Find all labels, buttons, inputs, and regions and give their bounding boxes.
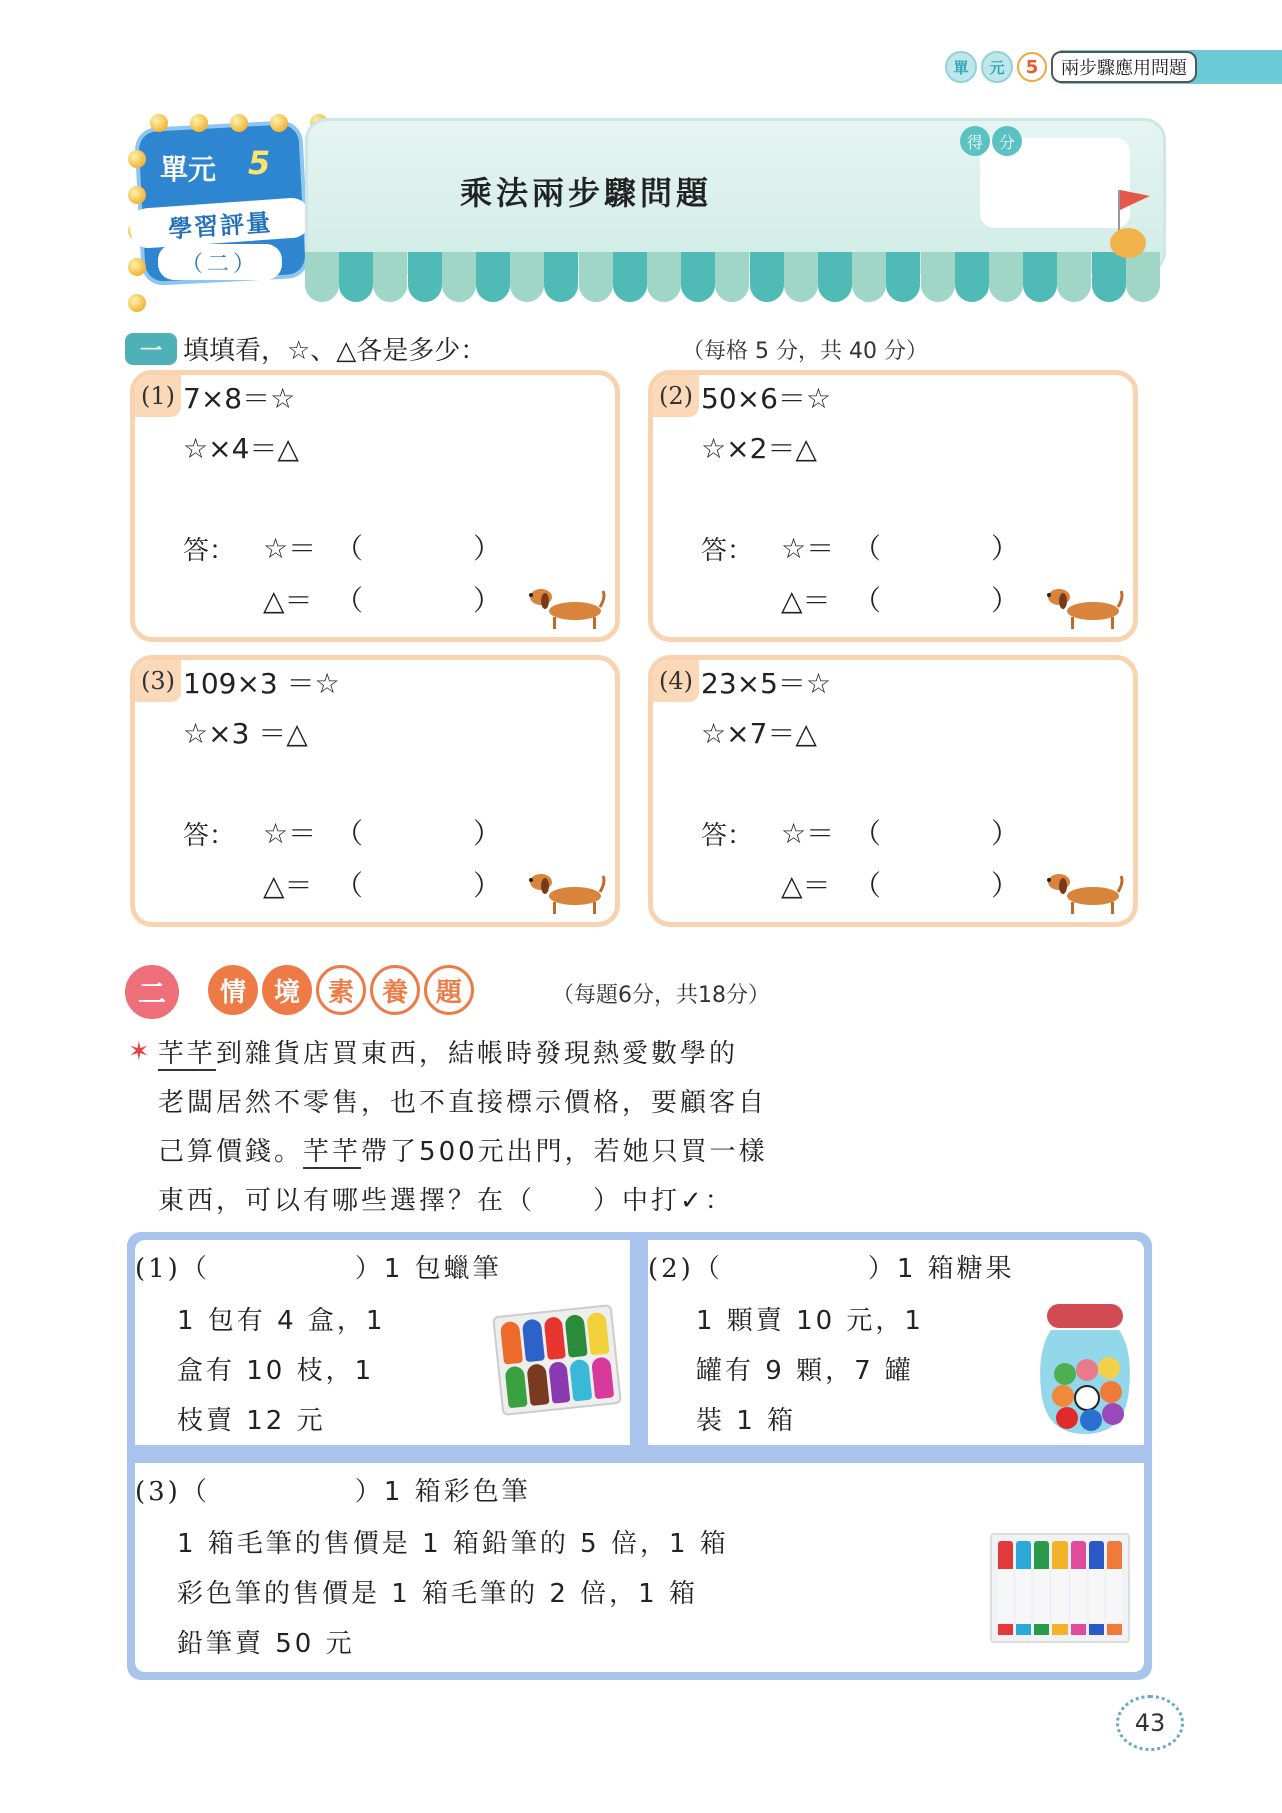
story-post: 帶了500元出門，若她只買一樣 xyxy=(361,1137,768,1167)
equation-1: 50×6＝☆ xyxy=(701,382,832,415)
unit-header-tab xyxy=(945,52,1197,82)
option-heading xyxy=(135,1248,502,1285)
answer-label: 答： xyxy=(701,821,754,851)
option-detail: 1 包有 4 盒，1 xyxy=(177,1306,386,1336)
option-answer-paren[interactable]: （ ） xyxy=(180,1477,384,1507)
badge-subtitle: 學習評量 xyxy=(129,197,311,249)
equation-2: ☆×4＝△ xyxy=(183,432,299,465)
crayon-icon xyxy=(569,1358,592,1401)
equation-1: 7×8＝☆ xyxy=(183,382,296,415)
option-answer-paren[interactable]: （ ） xyxy=(693,1254,897,1284)
answer-label: 答： xyxy=(701,536,754,566)
story-line xyxy=(158,1079,1158,1128)
story-post: 到雜貨店買東西，結帳時發現熱愛數學的 xyxy=(216,1039,739,1069)
star-answer-open: （ xyxy=(335,532,364,565)
awning-stripe xyxy=(681,252,715,302)
awning-stripe xyxy=(818,252,852,302)
triangle-answer-field[interactable] xyxy=(371,583,471,617)
badge-part: （二） xyxy=(158,244,282,280)
crayon-icon xyxy=(521,1319,544,1362)
starburst-icon: ✶ xyxy=(128,1037,150,1067)
star-equals: ☆＝ xyxy=(781,817,835,850)
markers-image xyxy=(990,1533,1130,1643)
story-line xyxy=(158,1030,1158,1079)
candy-jar-image xyxy=(1033,1300,1137,1440)
equation-2: ☆×7＝△ xyxy=(701,717,817,750)
triangle-answer-close: ） xyxy=(991,869,1020,902)
awning-stripe xyxy=(750,252,784,302)
bulb-icon xyxy=(128,186,146,204)
marker-icon xyxy=(1034,1541,1049,1635)
dachshund-icon xyxy=(1045,862,1125,916)
awning-stripe xyxy=(476,252,510,302)
star-answer-close: ） xyxy=(991,532,1020,565)
option-item: 1 箱彩色筆 xyxy=(383,1477,531,1507)
equation-2: ☆×2＝△ xyxy=(701,432,817,465)
crayon-box-image xyxy=(492,1304,622,1416)
star-answer-field[interactable] xyxy=(371,531,471,565)
candy-icon xyxy=(1054,1363,1076,1385)
star-answer-field[interactable] xyxy=(371,816,471,850)
awning-stripe xyxy=(510,252,544,302)
bulb-icon xyxy=(270,114,288,132)
triangle-answer-open: （ xyxy=(335,584,364,617)
bulb-icon xyxy=(128,258,146,276)
awning-stripe xyxy=(442,252,476,302)
star-equals: ☆＝ xyxy=(263,532,317,565)
bulb-icon xyxy=(190,114,208,132)
score-label-char: 分 xyxy=(992,126,1022,156)
score-label xyxy=(960,126,1022,156)
option-card-2 xyxy=(648,1240,1144,1445)
section2-score-note: （每題6分，共18分） xyxy=(552,983,770,1008)
badge-bulbs-top xyxy=(150,114,328,132)
crayon-icon xyxy=(591,1356,614,1399)
star-answer-open: （ xyxy=(853,817,882,850)
crayon-icon xyxy=(526,1363,549,1406)
option-detail: 盒有 10 枝，1 xyxy=(177,1356,375,1386)
story-line xyxy=(158,1128,1158,1177)
awning-stripe xyxy=(339,252,373,302)
awning-stripe xyxy=(989,252,1023,302)
marker-icon xyxy=(1107,1541,1122,1635)
triangle-equals: △＝ xyxy=(781,584,831,617)
triangle-answer-field[interactable] xyxy=(889,583,989,617)
awning-stripe xyxy=(715,252,749,302)
question-number: (4) xyxy=(653,660,699,702)
star-answer-field[interactable] xyxy=(889,816,989,850)
story-post: 東西，可以有哪些選擇？在（ ）中打✓： xyxy=(158,1186,734,1216)
dachshund-icon xyxy=(1045,577,1125,631)
section2-title xyxy=(208,965,474,1015)
candy-icon xyxy=(1102,1403,1124,1425)
marker-icon xyxy=(1052,1541,1067,1635)
unit-prefix-2: 元 xyxy=(981,51,1013,83)
star-answer-field[interactable] xyxy=(889,531,989,565)
section2-title-char: 情 xyxy=(208,965,258,1015)
soccer-ball-icon xyxy=(1075,1386,1099,1410)
page-title: 乘法兩步驟問題 xyxy=(460,174,713,212)
unit-prefix-1: 單 xyxy=(945,51,977,83)
triangle-answer-close: ） xyxy=(473,869,502,902)
awning-stripe xyxy=(373,252,407,302)
awning-stripe xyxy=(1057,252,1091,302)
unit-number: 5 xyxy=(1017,52,1047,82)
bear-mascot-icon xyxy=(1110,228,1146,258)
section1-score-note: （每格 5 分，共 40 分） xyxy=(682,339,928,364)
story-post: 老闆居然不零售，也不直接標示價格，要顧客自 xyxy=(158,1088,768,1118)
question-card-1 xyxy=(130,370,620,642)
awning-stripe xyxy=(305,252,339,302)
crayon-icon xyxy=(548,1361,571,1404)
triangle-answer-close: ） xyxy=(991,584,1020,617)
star-equals: ☆＝ xyxy=(781,532,835,565)
awning xyxy=(305,252,1160,307)
awning-stripe xyxy=(408,252,442,302)
option-detail: 1 顆賣 10 元，1 xyxy=(696,1306,924,1336)
section2-badge: 二 xyxy=(125,965,179,1019)
awning-stripe xyxy=(852,252,886,302)
question-card-3 xyxy=(130,655,620,927)
awning-stripe xyxy=(613,252,647,302)
bulb-icon xyxy=(150,114,168,132)
option-card-3 xyxy=(135,1463,1144,1672)
story-name: 芊芊 xyxy=(158,1039,217,1069)
equation-2: ☆×3 ＝△ xyxy=(183,717,308,750)
section1-instruction: 填填看，☆、△各是多少： xyxy=(183,336,487,366)
crayon-icon xyxy=(500,1321,523,1364)
dachshund-icon xyxy=(527,577,607,631)
story-pre: 己算價錢。 xyxy=(158,1137,304,1167)
story-paragraph xyxy=(158,1030,1158,1226)
option-heading xyxy=(648,1248,1015,1285)
marker-icon xyxy=(998,1541,1013,1635)
option-detail: 1 箱毛筆的售價是 1 箱鉛筆的 5 倍，1 箱 xyxy=(177,1529,729,1559)
option-item: 1 箱糖果 xyxy=(896,1254,1015,1284)
story-name: 芊芊 xyxy=(303,1137,362,1167)
score-label-char: 得 xyxy=(960,126,990,156)
option-detail: 枝賣 12 元 xyxy=(177,1406,326,1436)
triangle-answer-open: （ xyxy=(335,869,364,902)
option-detail: 鉛筆賣 50 元 xyxy=(177,1629,355,1659)
badge-unit-number: 5 xyxy=(248,144,271,182)
crayon-icon xyxy=(587,1312,610,1355)
answer-label: 答： xyxy=(183,536,236,566)
triangle-answer-close: ） xyxy=(473,584,502,617)
section2-title-char: 題 xyxy=(424,965,474,1015)
star-answer-open: （ xyxy=(853,532,882,565)
equation-1: 109×3 ＝☆ xyxy=(183,667,340,700)
question-number: (3) xyxy=(135,660,181,702)
answer-label: 答： xyxy=(183,821,236,851)
awning-stripe xyxy=(1126,252,1160,302)
awning-stripe xyxy=(921,252,955,302)
star-answer-close: ） xyxy=(473,817,502,850)
star-answer-close: ） xyxy=(991,817,1020,850)
jar-lid xyxy=(1047,1304,1123,1328)
dachshund-icon xyxy=(527,862,607,916)
question-card-2 xyxy=(648,370,1138,642)
option-detail: 裝 1 箱 xyxy=(696,1406,797,1436)
question-number: (2) xyxy=(653,375,699,417)
candy-icon xyxy=(1052,1385,1074,1407)
triangle-answer-field[interactable] xyxy=(371,868,471,902)
crayon-icon xyxy=(504,1365,527,1408)
marker-icon xyxy=(1071,1541,1086,1635)
candy-icon xyxy=(1098,1357,1120,1379)
marker-icon xyxy=(1016,1541,1031,1635)
awning-stripe xyxy=(784,252,818,302)
crayon-icon xyxy=(543,1316,566,1359)
unit-title: 兩步驟應用問題 xyxy=(1051,51,1197,83)
bulb-icon xyxy=(230,114,248,132)
option-heading xyxy=(135,1471,531,1508)
option-number: (1) xyxy=(135,1254,181,1284)
flag-pole xyxy=(1118,190,1120,235)
equation-1: 23×5＝☆ xyxy=(701,667,832,700)
star-answer-open: （ xyxy=(335,817,364,850)
triangle-answer-open: （ xyxy=(853,584,882,617)
candy-icon xyxy=(1100,1381,1122,1403)
bulb-icon xyxy=(128,294,146,312)
section1-badge: 一 xyxy=(125,333,177,365)
option-number: (2) xyxy=(648,1254,694,1284)
option-item: 1 包蠟筆 xyxy=(383,1254,502,1284)
awning-stripe xyxy=(955,252,989,302)
section2-title-char: 境 xyxy=(262,965,312,1015)
section2-title-char: 養 xyxy=(370,965,420,1015)
star-answer-close: ） xyxy=(473,532,502,565)
option-answer-paren[interactable]: （ ） xyxy=(180,1254,384,1284)
question-card-4 xyxy=(648,655,1138,927)
story-line xyxy=(158,1177,1158,1226)
triangle-answer-open: （ xyxy=(853,869,882,902)
option-number: (3) xyxy=(135,1477,181,1507)
option-card-1 xyxy=(135,1240,630,1445)
awning-stripe xyxy=(1092,252,1126,302)
page-number: 43 xyxy=(1116,1695,1184,1751)
marker-icon xyxy=(1089,1541,1104,1635)
star-equals: ☆＝ xyxy=(263,817,317,850)
awning-stripe xyxy=(886,252,920,302)
candy-icon xyxy=(1080,1409,1102,1431)
awning-stripe xyxy=(579,252,613,302)
candy-icon xyxy=(1076,1359,1098,1381)
option-detail: 罐有 9 顆，7 罐 xyxy=(696,1356,914,1386)
triangle-equals: △＝ xyxy=(781,869,831,902)
awning-stripe xyxy=(1023,252,1057,302)
awning-stripe xyxy=(544,252,578,302)
triangle-equals: △＝ xyxy=(263,869,313,902)
triangle-equals: △＝ xyxy=(263,584,313,617)
section2-title-char: 素 xyxy=(316,965,366,1015)
bulb-icon xyxy=(128,150,146,168)
candy-icon xyxy=(1056,1407,1078,1429)
crayon-icon xyxy=(565,1314,588,1357)
awning-stripe xyxy=(647,252,681,302)
option-detail: 彩色筆的售價是 1 箱毛筆的 2 倍，1 箱 xyxy=(177,1579,698,1609)
triangle-answer-field[interactable] xyxy=(889,868,989,902)
badge-unit-word: 單元 xyxy=(160,153,217,186)
question-number: (1) xyxy=(135,375,181,417)
